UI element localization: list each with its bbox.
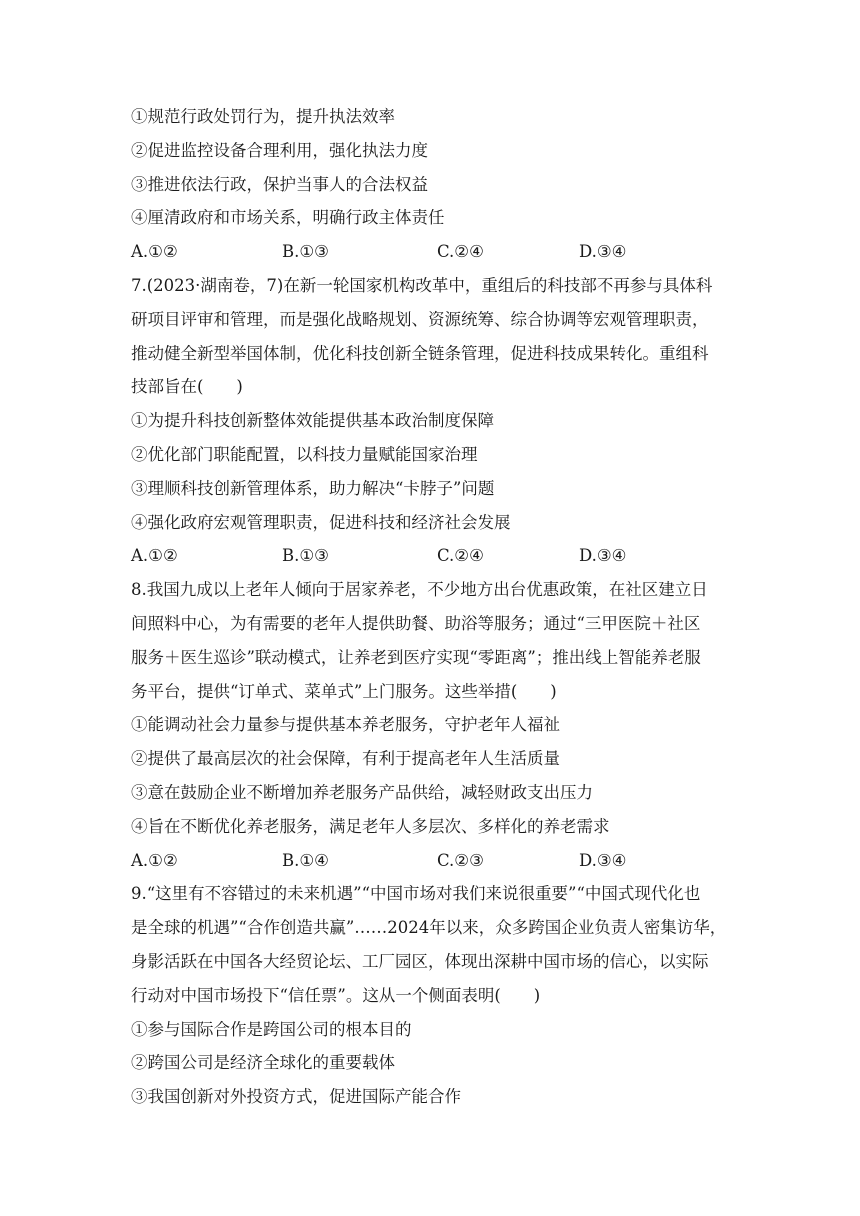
q7-stem-line-4: 技部旨在( ) xyxy=(131,377,243,397)
q7-options xyxy=(131,539,731,573)
q7-option-c: C.②④ xyxy=(437,546,484,566)
q7-statement-1: ①为提升科技创新整体效能提供基本政治制度保障 xyxy=(131,411,494,431)
q8-stem-line-1: 8.我国九成以上老年人倾向于居家养老，不少地方出台优惠政策，在社区建立日 xyxy=(131,580,708,600)
q8-statement-4: ④旨在不断优化养老服务，满足老年人多层次、多样化的养老需求 xyxy=(131,816,610,836)
q6-statement-1: ①规范行政处罚行为，提升执法效率 xyxy=(131,107,395,126)
q8-option-d: D.③④ xyxy=(579,850,627,870)
q9-statement-2: ②跨国公司是经济全球化的重要载体 xyxy=(131,1053,395,1073)
q7-statement-3: ③理顺科技创新管理体系，助力解决“卡脖子”问题 xyxy=(131,478,495,498)
q6-statement-3: ③推进依法行政，保护当事人的合法权益 xyxy=(131,174,428,194)
q6-option-c: C.②④ xyxy=(437,242,484,262)
q7-option-d: D.③④ xyxy=(579,546,627,566)
q7-option-b: B.①③ xyxy=(282,546,329,566)
q8-statement-3: ③意在鼓励企业不断增加养老服务产品供给，减轻财政支出压力 xyxy=(131,782,593,802)
q8-stem-line-3: 服务＋医生巡诊”联动模式，让养老到医疗实现“零距离”；推出线上智能养老服 xyxy=(131,647,701,667)
q8-options xyxy=(131,844,731,878)
q6-statement-4: ④厘清政府和市场关系，明确行政主体责任 xyxy=(131,208,445,228)
q8-option-c: C.②③ xyxy=(437,850,484,870)
q8-statement-1: ①能调动社会力量参与提供基本养老服务，守护老年人福祉 xyxy=(131,715,560,735)
q9-statement-3: ③我国创新对外投资方式，促进国际产能合作 xyxy=(131,1087,461,1107)
q7-stem-line-3: 推动健全新型举国体制，优化科技创新全链条管理，促进科技成果转化。重组科 xyxy=(131,343,709,363)
q7-stem-line-1: 7.(2023·湖南卷，7)在新一轮国家机构改革中，重组后的科技部不再参与具体科 xyxy=(131,275,713,295)
q7-option-a: A.①② xyxy=(131,546,178,566)
q7-statement-4: ④强化政府宏观管理职责，促进科技和经济社会发展 xyxy=(131,512,511,532)
q6-statement-2: ②促进监控设备合理利用，强化执法力度 xyxy=(131,140,428,160)
q9-stem-line-2: 是全球的机遇”“合作创造共赢”……2024年以来，众多跨国企业负责人密集访华， xyxy=(131,918,727,938)
q8-option-b: B.①④ xyxy=(282,850,329,870)
q6-option-a: A.①② xyxy=(131,242,178,262)
q8-option-a: A.①② xyxy=(131,850,178,870)
q9-statement-1: ①参与国际合作是跨国公司的根本目的 xyxy=(131,1019,412,1039)
q7-stem-line-2: 研项目评审和管理，而是强化战略规划、资源统筹、综合协调等宏观管理职责， xyxy=(131,309,709,329)
q8-stem-line-4: 务平台，提供“订单式、菜单式”上门服务。这些举措( ) xyxy=(131,681,557,701)
q9-stem-line-3: 身影活跃在中国各大经贸论坛、工厂园区，体现出深耕中国市场的信心，以实际 xyxy=(131,951,709,971)
q8-stem-line-2: 间照料中心，为有需要的老年人提供助餐、助浴等服务；通过“三甲医院＋社区 xyxy=(131,613,701,633)
q6-options xyxy=(131,235,731,269)
q9-stem-line-4: 行动对中国市场投下“信任票”。这从一个侧面表明( ) xyxy=(131,985,541,1005)
q7-statement-2: ②优化部门职能配置，以科技力量赋能国家治理 xyxy=(131,444,478,464)
exam-page xyxy=(131,100,731,1114)
q6-option-b: B.①③ xyxy=(282,242,329,262)
q8-statement-2: ②提供了最高层次的社会保障，有利于提高老年人生活质量 xyxy=(131,749,560,769)
q6-option-d: D.③④ xyxy=(579,242,627,262)
q9-stem-line-1: 9.“这里有不容错过的未来机遇”“中国市场对我们来说很重要”“中国式现代化也 xyxy=(131,884,701,904)
